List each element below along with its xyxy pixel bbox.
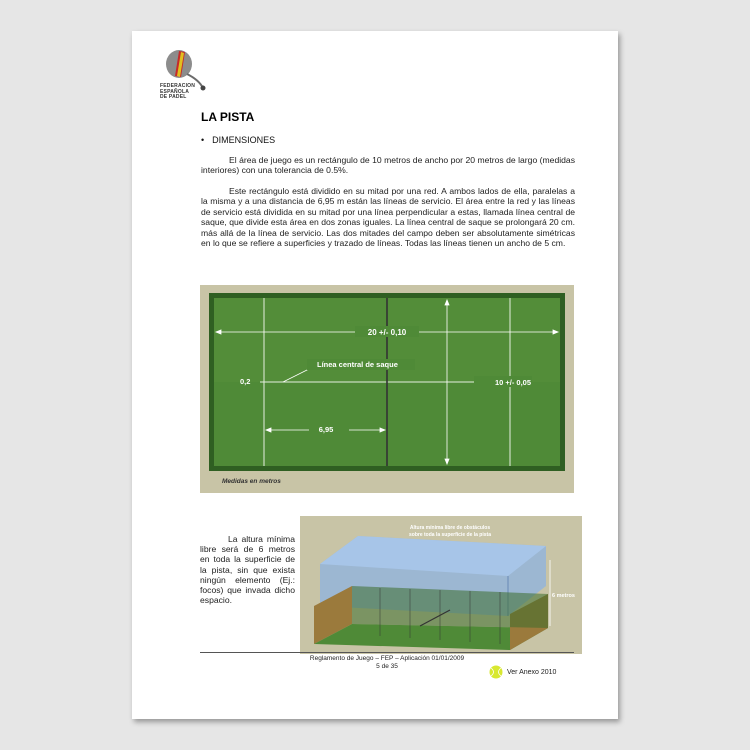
- clearance-label-2: sobre toda la superficie de la pista: [409, 532, 491, 538]
- footer-divider: [200, 652, 574, 653]
- bullet-item: [201, 135, 275, 145]
- paragraph-1: El área de juego es un rectángulo de 10 metros de ancho por 20 metros de largo (medidas interiores) con una tolerancia de 0.5%.: [201, 155, 575, 176]
- footer-page-number: 5 de 35: [376, 663, 398, 670]
- height-paragraph: La altura mínima libre será de 6 metros en toda la superficie de la pista, sin que exista ningún elemento (Ej.: focos) que invada dicho espacio.: [200, 534, 295, 606]
- extension-label: 0,2: [240, 377, 251, 386]
- service-label: 6,95: [318, 425, 334, 434]
- center-line-label: Línea central de saque: [317, 360, 398, 369]
- height-label: 6 metros: [552, 593, 575, 599]
- diagram-caption: Medidas en metros: [222, 478, 281, 485]
- bullet-dot: •: [201, 135, 205, 145]
- federation-logo: [157, 46, 227, 116]
- court-clearance-diagram: [300, 516, 582, 654]
- logo-text: FEDERACION ESPAÑOLA DE PADEL: [160, 83, 196, 100]
- annex-link[interactable]: Ver Anexo 2010: [507, 669, 557, 676]
- width-label: 10 +/- 0,05: [494, 378, 532, 387]
- bullet-label: DIMENSIONES: [212, 135, 276, 145]
- section-title: LA PISTA: [201, 110, 255, 124]
- court-dimensions-diagram: [200, 285, 574, 493]
- paragraph-2: Este rectángulo está dividido en su mitad por una red. A ambos lados de ella, paralelas a la misma y a una distancia de 6,95 m están las líneas de servicio. El área entre la red y las líneas de servicio está dividida en su mitad por una línea perpendicular a estas, llamada línea central de saque, que divide esta área en dos zonas iguales. La línea central de saque se prolongará 20 cm. más allá de la línea de servicio. Las dos mitades del campo deben ser absolutamente simétricas en lo que se refiere a superficies y trazado de líneas. Todas las líneas tienen un ancho de 5 cm.: [201, 186, 575, 249]
- document-page: [132, 31, 618, 719]
- footer-title: Reglamento de Juego – FEP – Aplicación 01/01/2009: [309, 655, 465, 662]
- length-label: 20 +/- 0,10: [367, 328, 407, 337]
- clearance-label-1: Altura mínima libre de obstáculos: [409, 525, 491, 531]
- tennis-ball-icon: [489, 665, 503, 679]
